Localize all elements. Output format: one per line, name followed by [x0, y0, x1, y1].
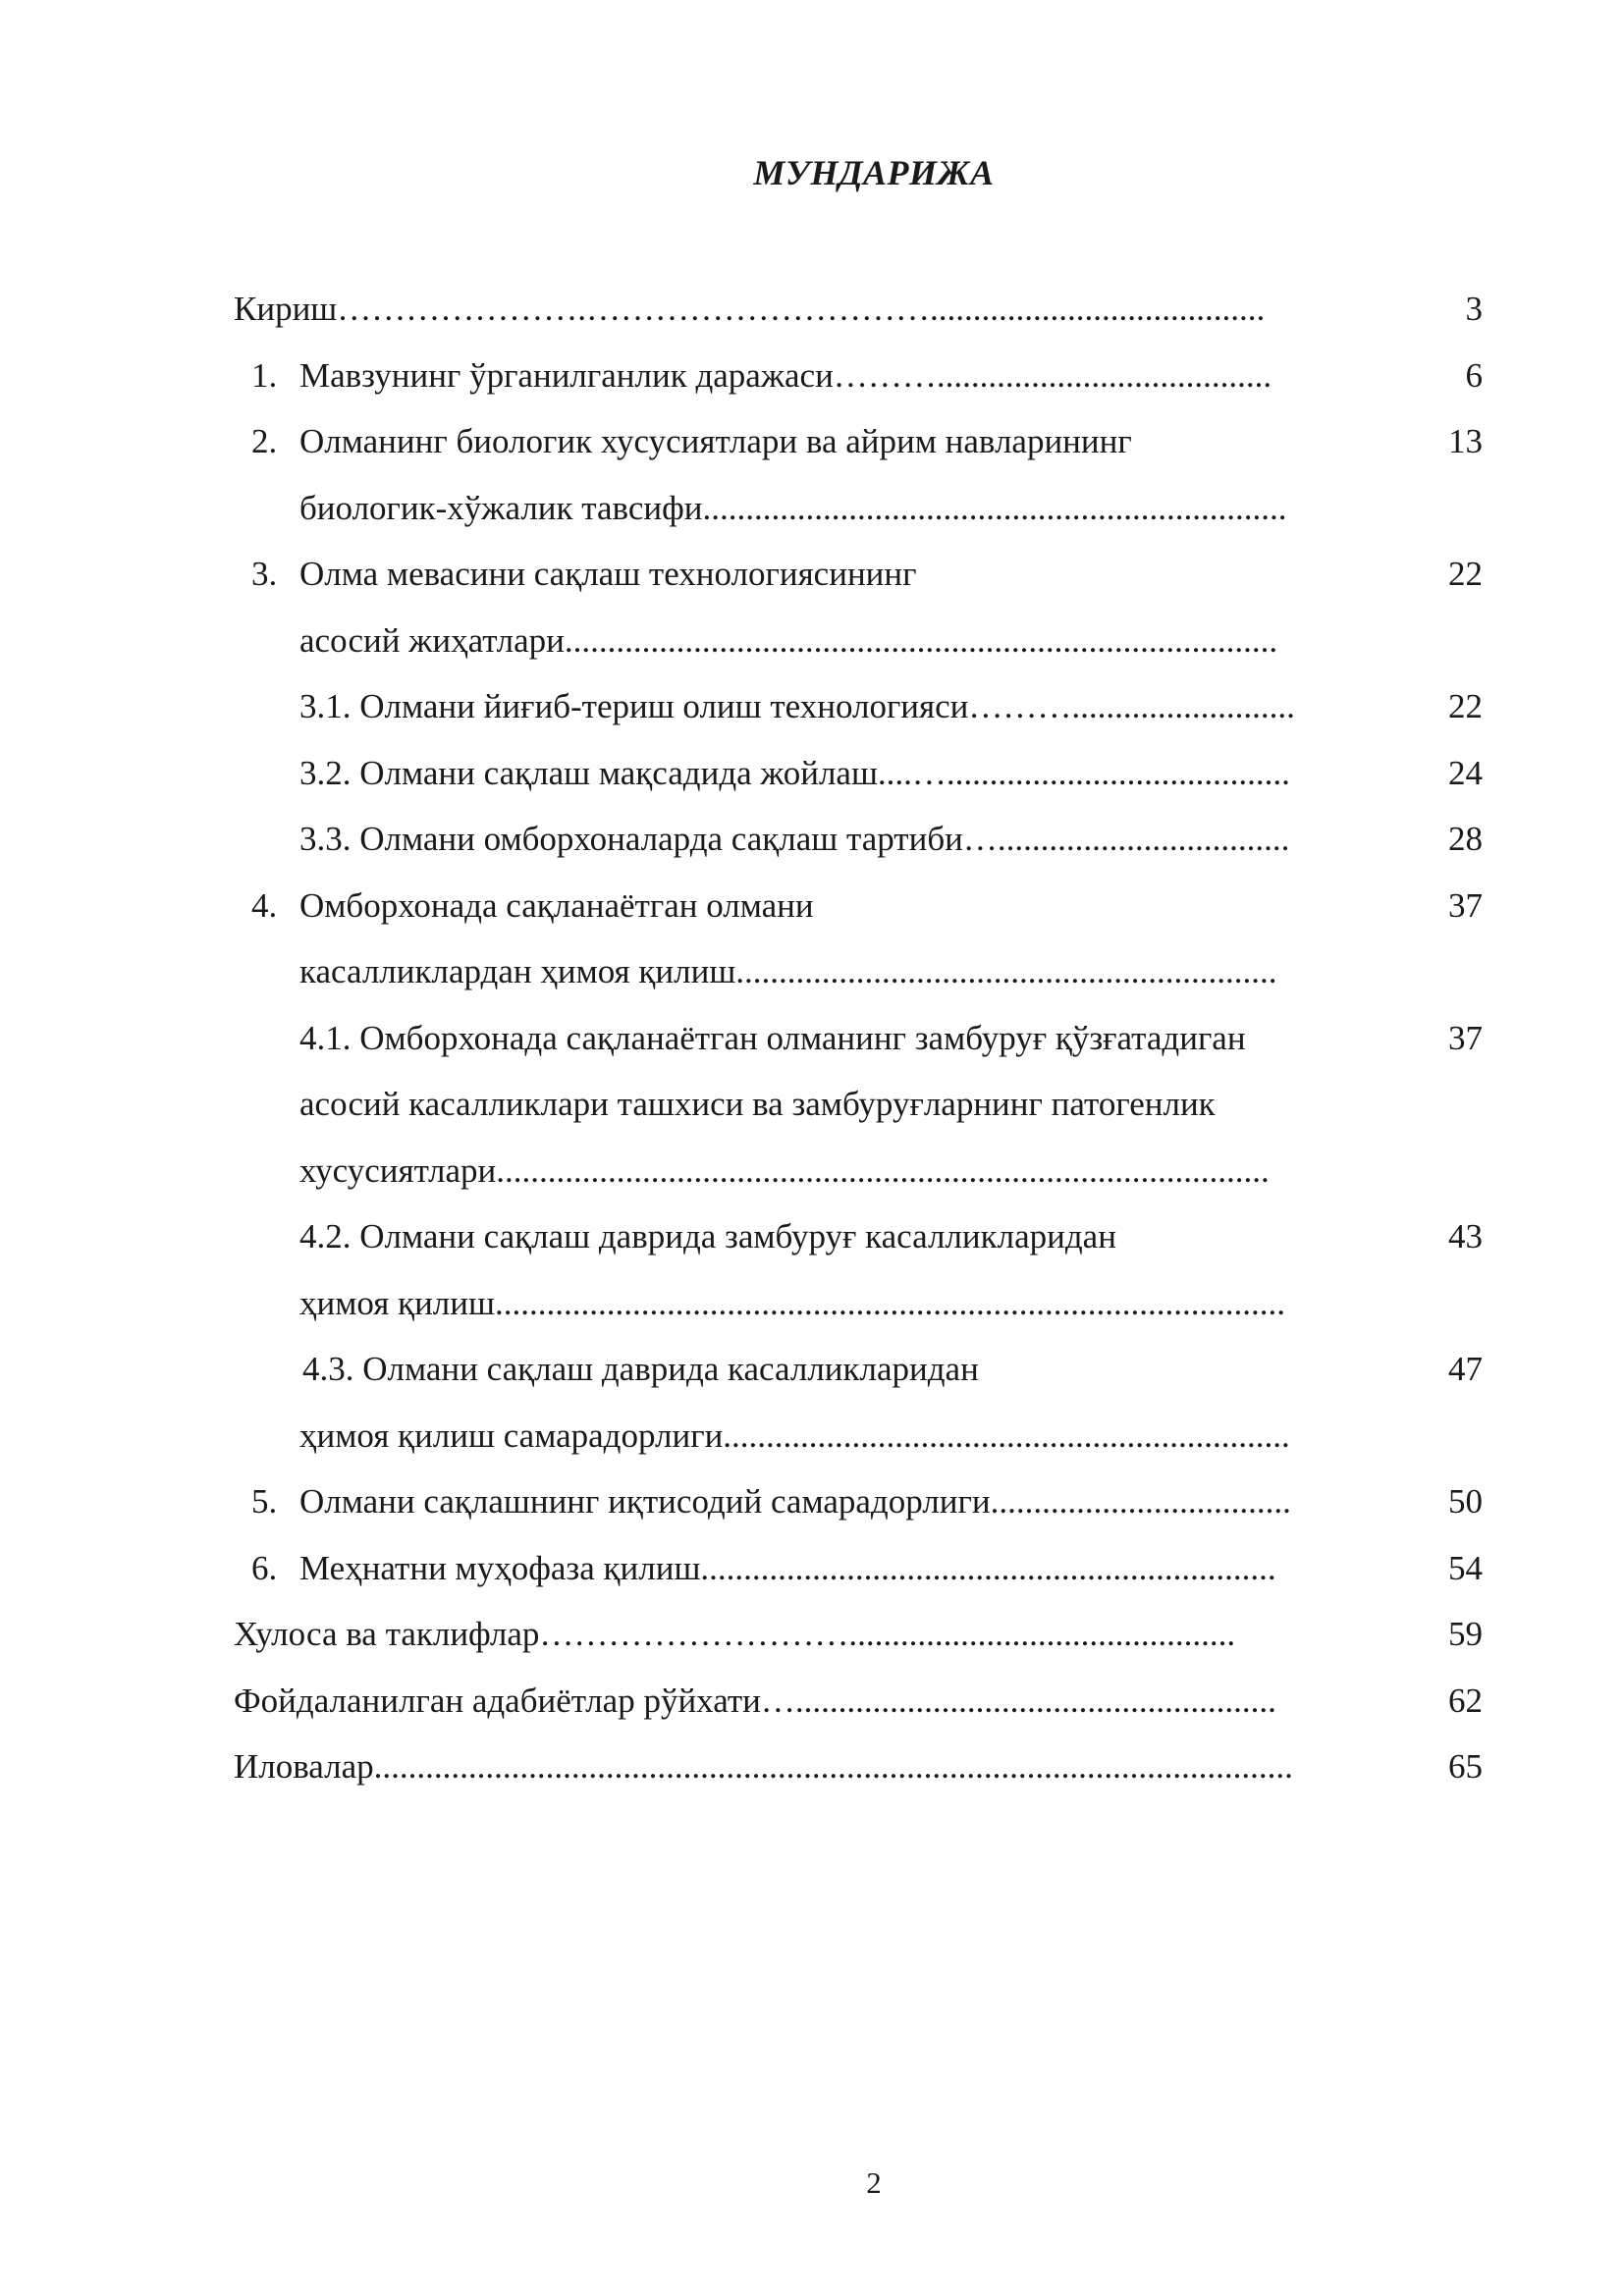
toc-entry-number: 2. — [251, 422, 278, 460]
toc-entry-number: 1. — [251, 355, 278, 395]
toc-page-number: 3 — [1465, 290, 1483, 328]
toc-line — [0, 1014, 1624, 1063]
toc-line — [0, 1147, 1624, 1196]
toc-dot-leader: ................................................................... — [700, 1548, 1276, 1587]
toc-line — [0, 1279, 1624, 1328]
toc-page-number: 24 — [1448, 753, 1483, 792]
toc-entry-text: асосий касалликлари ташхиси ва замбуруғларнинг патогенлик — [299, 1085, 1216, 1123]
toc-line — [0, 749, 1624, 798]
toc-dot-leader: ................................... — [990, 1482, 1291, 1521]
toc-line — [0, 1610, 1624, 1659]
toc-dot-leader: ................................................................................... — [564, 620, 1278, 660]
toc-page-number: 65 — [1448, 1747, 1483, 1786]
toc-entry-text: Иловалар — [234, 1747, 374, 1786]
toc-line — [0, 550, 1624, 599]
toc-dot-leader: .................................................................. — [723, 1415, 1290, 1455]
toc-page-number: 6 — [1465, 355, 1483, 395]
toc-page-number: 59 — [1448, 1615, 1483, 1653]
toc-dot-leader: ……….......................... — [968, 687, 1295, 725]
toc-entry-text: Олманинг биологик хусусиятлари ва айрим навларининг — [299, 422, 1132, 460]
toc-dot-leader: ………....................................... — [833, 355, 1272, 395]
toc-line — [0, 616, 1624, 666]
toc-dot-leader: …........................................................ — [760, 1681, 1276, 1720]
toc-dot-leader: ....…........................................ — [877, 753, 1290, 792]
toc-line — [0, 815, 1624, 864]
toc-page-number: 13 — [1448, 422, 1483, 460]
toc-entry-text: Мавзунинг ўрганилганлик даражаси — [299, 355, 834, 395]
toc-line — [0, 484, 1624, 533]
toc-entry-text: Фойдаланилган адабиётлар рўйхати — [234, 1681, 761, 1720]
toc-entry-number: 6. — [251, 1548, 278, 1587]
toc-line — [0, 351, 1624, 400]
toc-entry-text: 4.1. Омборхонада сақланаётган олманинг замбуруғ қўзғатадиган — [299, 1018, 1246, 1057]
toc-dot-leader: ….................................. — [962, 820, 1290, 858]
toc-page-number: 28 — [1448, 820, 1483, 858]
toc-page-number: 62 — [1448, 1681, 1483, 1720]
toc-entry-text: Хулоса ва таклифлар — [234, 1615, 540, 1653]
toc-entry-number: 4. — [251, 885, 278, 925]
toc-entry-text: асосий жиҳатлари — [299, 620, 565, 660]
toc-line — [0, 1345, 1624, 1394]
toc-entry-text: Олмани сақлашнинг иқтисодий самарадорлиги — [299, 1482, 991, 1521]
toc-entry-text: 3.1. Олмани йиғиб-териш олиш технологияси — [299, 687, 969, 725]
toc-entry-text: хусусиятлари — [299, 1150, 497, 1190]
toc-line — [0, 1412, 1624, 1461]
toc-line — [0, 1742, 1624, 1791]
toc-line — [0, 947, 1624, 996]
toc-line — [0, 881, 1624, 931]
toc-entry-number: 3. — [251, 555, 278, 593]
toc-dot-leader: ………………….…………………………....................................... — [337, 290, 1266, 328]
toc-entry-text: 4.3. Олмани сақлаш даврида касалликларидан — [302, 1350, 979, 1388]
toc-dot-leader: .................................................................... — [702, 488, 1287, 527]
toc-dot-leader: .......................................................................................... — [496, 1150, 1270, 1190]
toc-page-number: 37 — [1448, 885, 1483, 925]
toc-entry-text: касалликлардан ҳимоя қилиш — [299, 952, 736, 990]
toc-dot-leader: ........................................................................................................... — [373, 1747, 1293, 1786]
toc-line — [0, 1544, 1624, 1593]
toc-line — [0, 1212, 1624, 1261]
toc-line — [0, 417, 1624, 466]
toc-line — [0, 1080, 1624, 1129]
toc-dot-leader: ............................................................................................ — [494, 1283, 1285, 1322]
toc-entry-text: Меҳнатни муҳофаза қилиш — [299, 1548, 701, 1587]
toc-page-number: 37 — [1448, 1018, 1483, 1057]
toc-entry-text: Олма мевасини сақлаш технологиясининг — [299, 555, 917, 593]
toc-dot-leader: ............................................................... — [735, 952, 1277, 990]
toc-page-number: 22 — [1448, 687, 1483, 725]
toc-entry-text: биологик-хўжалик тавсифи — [299, 488, 703, 527]
toc-page-number: 47 — [1448, 1350, 1483, 1388]
toc-entry-text: 3.2. Олмани сақлаш мақсадида жойлаш — [299, 753, 878, 792]
toc-line — [0, 682, 1624, 731]
toc-dot-leader: ………………………............................................. — [539, 1615, 1236, 1653]
toc-entry-text: 4.2. Олмани сақлаш даврида замбуруғ касалликларидан — [299, 1217, 1116, 1255]
toc-entry-text: 3.3. Олмани омборхоналарда сақлаш тартиби — [299, 820, 963, 858]
toc-entry-text: ҳимоя қилиш самарадорлиги — [299, 1415, 724, 1455]
toc-entry-text: Кириш — [234, 290, 338, 328]
toc-page-number: 50 — [1448, 1482, 1483, 1521]
toc-page-number: 43 — [1448, 1217, 1483, 1255]
toc-page-number: 22 — [1448, 555, 1483, 593]
toc-line — [0, 285, 1624, 334]
toc-line — [0, 1677, 1624, 1726]
page-title: МУНДАРИЖА — [753, 153, 995, 192]
toc-line — [0, 1477, 1624, 1526]
page-number-footer: 2 — [866, 2165, 882, 2200]
toc-entry-text: ҳимоя қилиш — [299, 1283, 495, 1322]
toc-entry-text: Омборхонада сақланаётган олмани — [299, 885, 814, 925]
toc-page-number: 54 — [1448, 1548, 1483, 1587]
toc-entry-number: 5. — [251, 1482, 278, 1521]
